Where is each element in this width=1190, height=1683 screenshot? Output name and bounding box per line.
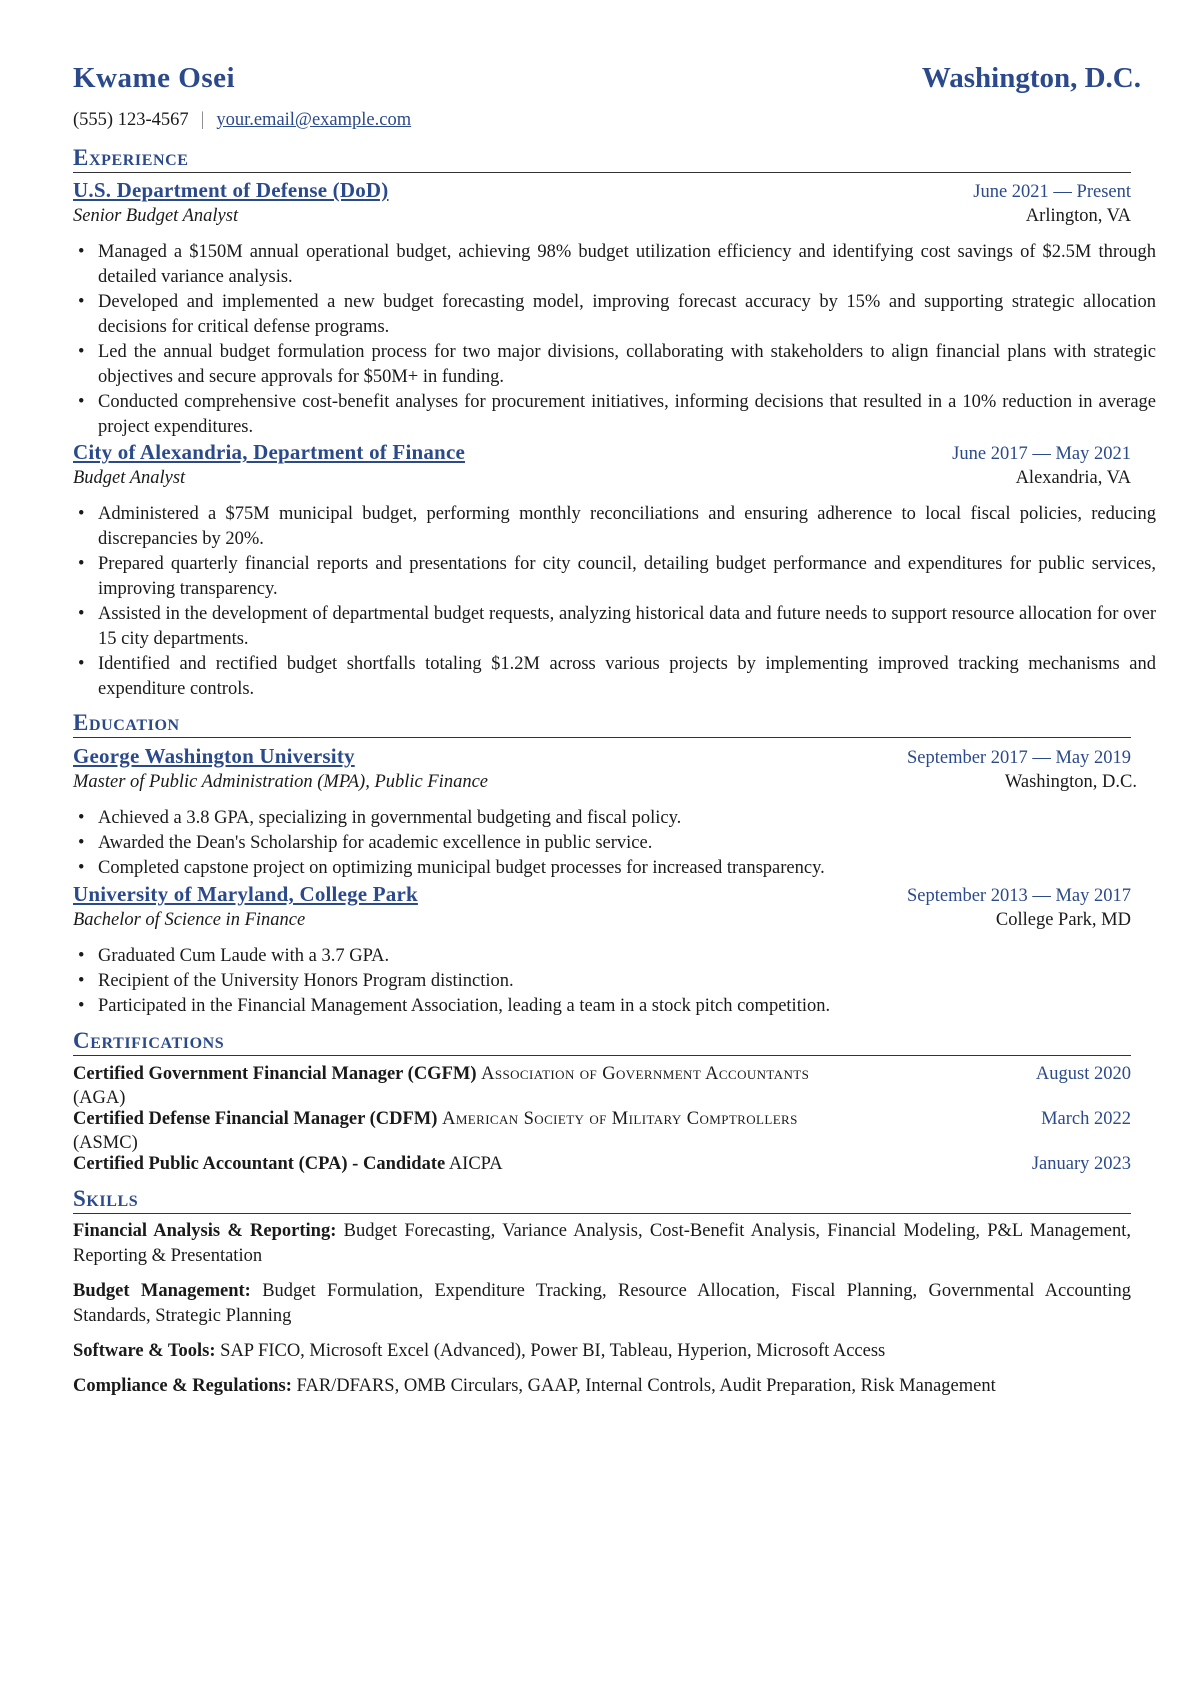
skill-label: Financial Analysis & Reporting:	[73, 1221, 337, 1241]
skill-label: Compliance & Regulations:	[73, 1376, 292, 1396]
experience-entry-header	[73, 440, 1131, 465]
employer-link[interactable]: U.S. Department of Defense (DoD)	[73, 178, 389, 202]
skill-group	[73, 1219, 1131, 1269]
bullet-item: • Developed and implemented a new budget forecasting model, improving forecast accuracy by 15% and supporting strategic allocation decisions for critical defense programs.	[98, 290, 1156, 340]
certification-date: January 2023	[1031, 1154, 1131, 1174]
resume-header	[73, 62, 1141, 95]
section-title-experience: Experience	[73, 145, 1131, 173]
bullet-item: • Recipient of the University Honors Program distinction.	[98, 969, 1156, 994]
candidate-location: Washington, D.C.	[921, 62, 1141, 94]
education-entry-header	[73, 882, 1131, 907]
certification-item	[73, 1152, 1131, 1176]
bullet-item: • Led the annual budget formulation process for two major divisions, collaborating with stakeholders to align financial plans with strategic objectives and secure approvals for $50M+ in funding.	[98, 340, 1156, 390]
certification-date: March 2022	[1041, 1109, 1131, 1129]
skill-group	[73, 1339, 1131, 1364]
bullet-item: • Graduated Cum Laude with a 3.7 GPA.	[98, 944, 1156, 969]
education-entry-subheader	[73, 772, 1137, 793]
skill-label: Software & Tools:	[73, 1341, 216, 1361]
education-dates: September 2013 — May 2017	[906, 886, 1131, 906]
certification-date: August 2020	[1035, 1064, 1131, 1084]
education-bullets	[73, 944, 1156, 1019]
skill-values: SAP FICO, Microsoft Excel (Advanced), Power BI, Tableau, Hyperion, Microsoft Access	[220, 1341, 886, 1361]
bullet-item: • Conducted comprehensive cost-benefit analyses for procurement initiatives, informing decisions that resulted in a 10% reduction in average project expenditures.	[98, 390, 1156, 440]
section-title-certifications: Certifications	[73, 1028, 1131, 1056]
education-dates: September 2017 — May 2019	[906, 748, 1131, 768]
employer-link[interactable]: City of Alexandria, Department of Finance	[73, 440, 465, 464]
certification-item	[73, 1107, 1131, 1155]
skill-values: Budget Forecasting, Variance Analysis, Cost-Benefit Analysis, Financial Modeling, P&L Management, Reporting & Presentation	[73, 1221, 1131, 1266]
bullet-item: • Identified and rectified budget shortfalls totaling $1.2M across various projects by implementing improved tracking mechanisms and expenditure controls.	[98, 652, 1156, 702]
bullet-item: • Managed a $150M annual operational budget, achieving 98% budget utilization efficiency and identifying cost savings of $2.5M through detailed variance analysis.	[98, 240, 1156, 290]
certification-issuer: AICPA	[448, 1154, 503, 1174]
contact-line	[73, 110, 411, 131]
education-entry-subheader	[73, 910, 1131, 931]
employment-dates: June 2017 — May 2021	[952, 444, 1131, 464]
certification-item	[73, 1062, 1131, 1110]
certification-name: Certified Defense Financial Manager (CDFM)	[73, 1109, 438, 1129]
education-bullets	[73, 806, 1156, 881]
certification-name: Certified Public Accountant (CPA) - Candidate	[73, 1154, 446, 1174]
bullet-item: • Participated in the Financial Management Association, leading a team in a stock pitch competition.	[98, 994, 1156, 1019]
experience-entry-subheader	[73, 206, 1131, 227]
certification-issuer-abbrev: (ASMC)	[73, 1133, 138, 1153]
education-entry-header	[73, 744, 1131, 769]
candidate-name: Kwame Osei	[73, 62, 236, 94]
skill-values: FAR/DFARS, OMB Circulars, GAAP, Internal Controls, Audit Preparation, Risk Management	[296, 1376, 996, 1396]
school-location: Washington, D.C.	[1004, 772, 1137, 792]
job-location: Alexandria, VA	[1015, 468, 1131, 488]
section-title-skills: Skills	[73, 1186, 1131, 1214]
job-location: Arlington, VA	[1025, 206, 1131, 226]
bullet-item: • Completed capstone project on optimizing municipal budget processes for increased transparency.	[98, 856, 1156, 881]
experience-entry-header	[73, 178, 1131, 203]
experience-bullets	[73, 502, 1156, 702]
experience-bullets	[73, 240, 1156, 440]
section-title-education: Education	[73, 710, 1131, 738]
email-link[interactable]: your.email@example.com	[216, 110, 412, 130]
contact-separator: |	[200, 110, 205, 130]
phone-number: (555) 123-4567	[73, 110, 189, 130]
experience-entry-subheader	[73, 468, 1131, 489]
certification-issuer: Association of Government Accountants	[481, 1064, 810, 1084]
bullet-item: • Assisted in the development of departmental budget requests, analyzing historical data and future needs to support resource allocation for over 15 city departments.	[98, 602, 1156, 652]
bullet-item: • Awarded the Dean's Scholarship for academic excellence in public service.	[98, 831, 1156, 856]
job-title: Senior Budget Analyst	[73, 206, 239, 226]
certification-issuer-abbrev: (AGA)	[73, 1088, 126, 1108]
job-title: Budget Analyst	[73, 468, 186, 488]
school-link[interactable]: George Washington University	[73, 744, 355, 768]
bullet-item: • Administered a $75M municipal budget, performing monthly reconciliations and ensuring adherence to local fiscal policies, reducing discrepancies by 20%.	[98, 502, 1156, 552]
school-location: College Park, MD	[995, 910, 1131, 930]
certification-issuer: American Society of Military Comptrollers	[442, 1109, 798, 1129]
skill-label: Budget Management:	[73, 1281, 251, 1301]
certification-name: Certified Government Financial Manager (CGFM)	[73, 1064, 477, 1084]
employment-dates: June 2021 — Present	[973, 182, 1131, 202]
bullet-item: • Prepared quarterly financial reports and presentations for city council, detailing budget performance and expenditures for public services, improving transparency.	[98, 552, 1156, 602]
skill-group	[73, 1374, 1131, 1399]
school-link[interactable]: University of Maryland, College Park	[73, 882, 418, 906]
degree: Bachelor of Science in Finance	[73, 910, 306, 930]
skill-group	[73, 1279, 1131, 1329]
degree: Master of Public Administration (MPA), Public Finance	[73, 772, 488, 792]
skill-values: Budget Formulation, Expenditure Tracking, Resource Allocation, Fiscal Planning, Governmental Accounting Standards, Strategic Planning	[73, 1281, 1132, 1326]
bullet-item: • Achieved a 3.8 GPA, specializing in governmental budgeting and fiscal policy.	[98, 806, 1156, 831]
